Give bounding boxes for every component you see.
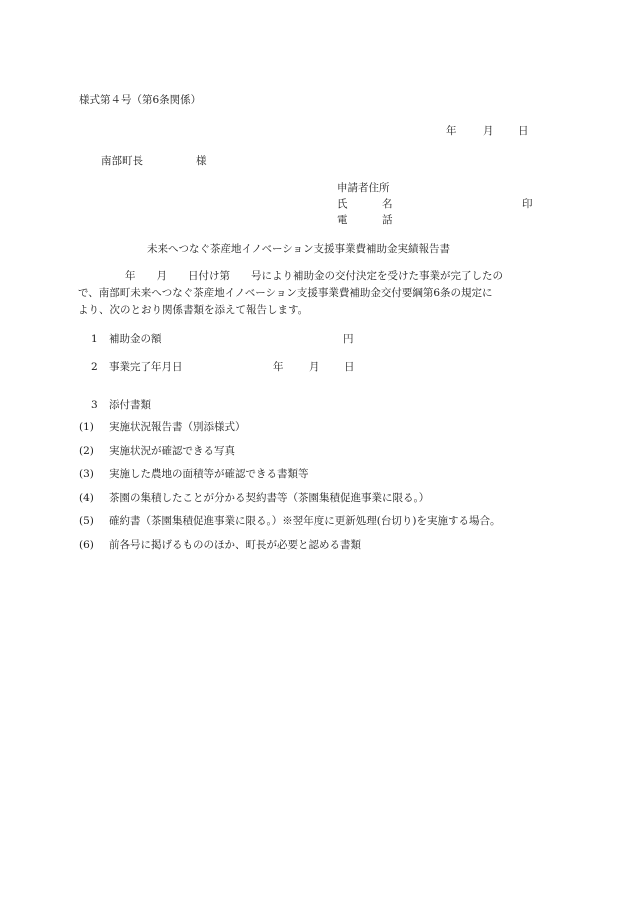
body-line-3: より、次のとおり関係書類を添えて報告します。 bbox=[78, 303, 309, 316]
form-number: 様式第４号（第6条関係） bbox=[79, 94, 202, 106]
seal-mark: 印 bbox=[522, 198, 533, 210]
item1-number: 1 bbox=[91, 333, 98, 345]
item3-label: 添付書類 bbox=[109, 399, 151, 411]
attachment-text: 確約書（茶園集積促進事業に限る。）※翌年度に更新処理(台切り)を実施する場合。 bbox=[109, 515, 501, 527]
attachment-text: 茶園の集積したことが分かる契約書等（茶園集積促進事業に限る。） bbox=[109, 492, 430, 504]
attachment-text: 実施状況が確認できる写真 bbox=[109, 445, 235, 457]
applicant-phone-label-1: 電 bbox=[337, 214, 348, 226]
addressee-honorific: 様 bbox=[196, 155, 207, 167]
attachment-text: 実施状況報告書（別添様式） bbox=[109, 421, 246, 433]
item2-year: 年 bbox=[273, 361, 284, 373]
item2-month: 月 bbox=[309, 361, 320, 373]
attachment-number: (3) bbox=[79, 468, 94, 480]
item2-number: 2 bbox=[91, 361, 98, 373]
attachment-number: (2) bbox=[79, 445, 94, 457]
applicant-name-label-2: 名 bbox=[382, 198, 393, 210]
body-paragraph bbox=[78, 268, 556, 318]
applicant-address-label: 申請者住所 bbox=[337, 182, 390, 194]
attachment-text: 前各号に掲げるもののほか、町長が必要と認める書類 bbox=[109, 539, 361, 551]
attachment-number: (6) bbox=[79, 539, 94, 551]
item1-label: 補助金の額 bbox=[109, 333, 162, 345]
date-month: 月 bbox=[483, 125, 494, 137]
item2-day: 日 bbox=[344, 361, 355, 373]
applicant-phone-label-2: 話 bbox=[382, 214, 393, 226]
body-line-2: で、南部町未来へつなぐ茶産地イノベーション支援事業費補助金交付要綱第6条の規定に bbox=[78, 286, 493, 299]
addressee-name: 南部町長 bbox=[101, 155, 143, 167]
body-line-1: 年 月 日付け第 号により補助金の交付決定を受けた事業が完了したの bbox=[125, 270, 503, 282]
applicant-name-label-1: 氏 bbox=[337, 198, 348, 210]
attachment-number: (1) bbox=[79, 421, 94, 433]
attachment-number: (5) bbox=[79, 515, 94, 527]
document-title: 未来へつなぐ茶産地イノベーション支援事業費補助金実績報告書 bbox=[147, 243, 451, 255]
item1-unit: 円 bbox=[343, 333, 354, 345]
item2-label: 事業完了年月日 bbox=[109, 361, 183, 373]
date-day: 日 bbox=[518, 125, 529, 137]
item3-number: 3 bbox=[91, 399, 98, 411]
date-year: 年 bbox=[446, 125, 457, 137]
attachment-number: (4) bbox=[79, 492, 94, 504]
attachment-text: 実施した農地の面積等が確認できる書類等 bbox=[109, 468, 309, 480]
